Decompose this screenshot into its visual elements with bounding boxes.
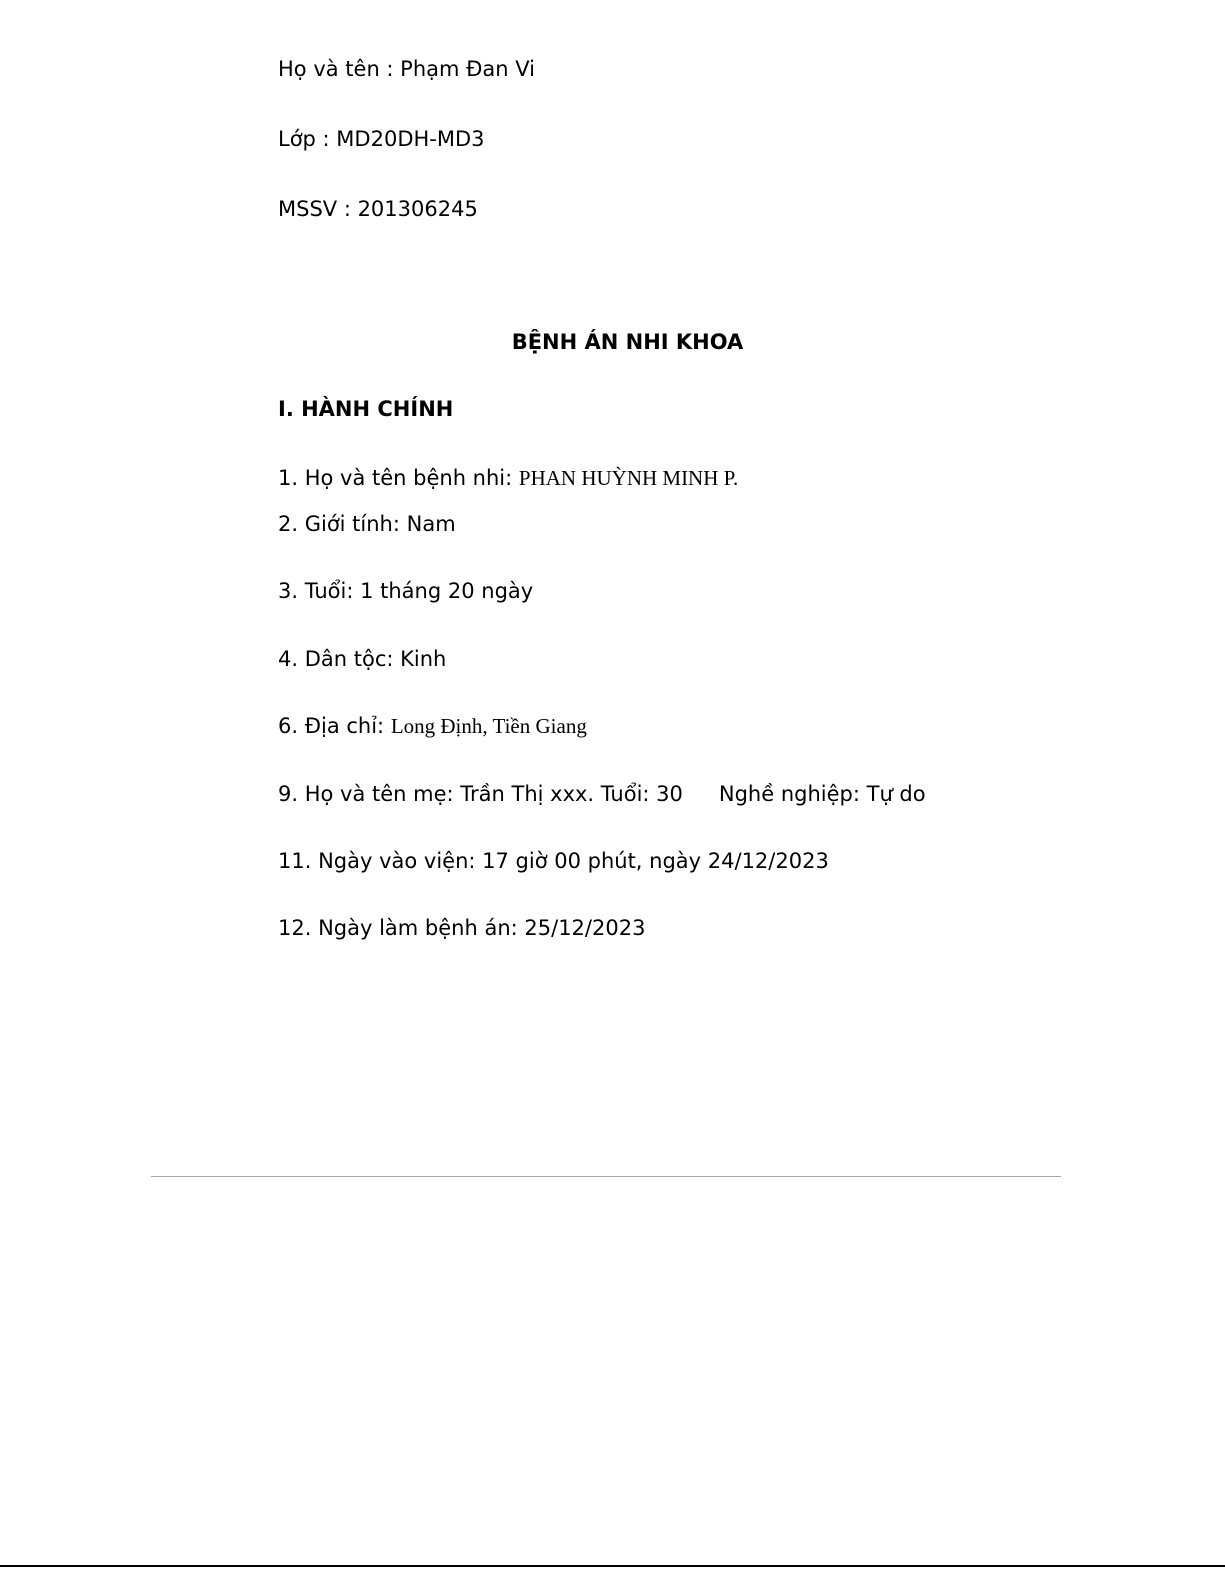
address-value: Long Định, Tiền Giang bbox=[390, 714, 587, 738]
student-id: MSSV : 201306245 bbox=[278, 197, 478, 221]
record-date-field: 12. Ngày làm bệnh án: 25/12/2023 bbox=[278, 916, 646, 940]
ethnicity-field: 4. Dân tộc: Kinh bbox=[278, 647, 447, 671]
address-label: 6. Địa chỉ: bbox=[278, 714, 391, 738]
mother-job: Nghề nghiệp: Tự do bbox=[718, 782, 926, 806]
mother-info: 9. Họ và tên mẹ: Trần Thị xxx. Tuổi: 30 bbox=[278, 782, 683, 806]
patient-name-label: 1. Họ và tên bệnh nhi: bbox=[278, 466, 519, 490]
page-divider bbox=[151, 1176, 1061, 1177]
student-name: Họ và tên : Phạm Đan Vi bbox=[278, 57, 536, 81]
bottom-border bbox=[0, 1565, 1225, 1567]
patient-name-value: PHAN HUỲNH MINH P. bbox=[518, 466, 739, 490]
gender-field: 2. Giới tính: Nam bbox=[278, 512, 456, 536]
document-title: BỆNH ÁN NHI KHOA bbox=[511, 330, 744, 354]
address-field bbox=[278, 713, 587, 739]
mother-field bbox=[278, 781, 926, 807]
patient-name-field bbox=[278, 465, 738, 491]
age-field: 3. Tuổi: 1 tháng 20 ngày bbox=[278, 579, 534, 603]
admission-field: 11. Ngày vào viện: 17 giờ 00 phút, ngày 24/12/2023 bbox=[278, 849, 829, 873]
section-heading: I. HÀNH CHÍNH bbox=[278, 397, 454, 421]
student-class: Lớp : MD20DH-MD3 bbox=[278, 127, 485, 151]
